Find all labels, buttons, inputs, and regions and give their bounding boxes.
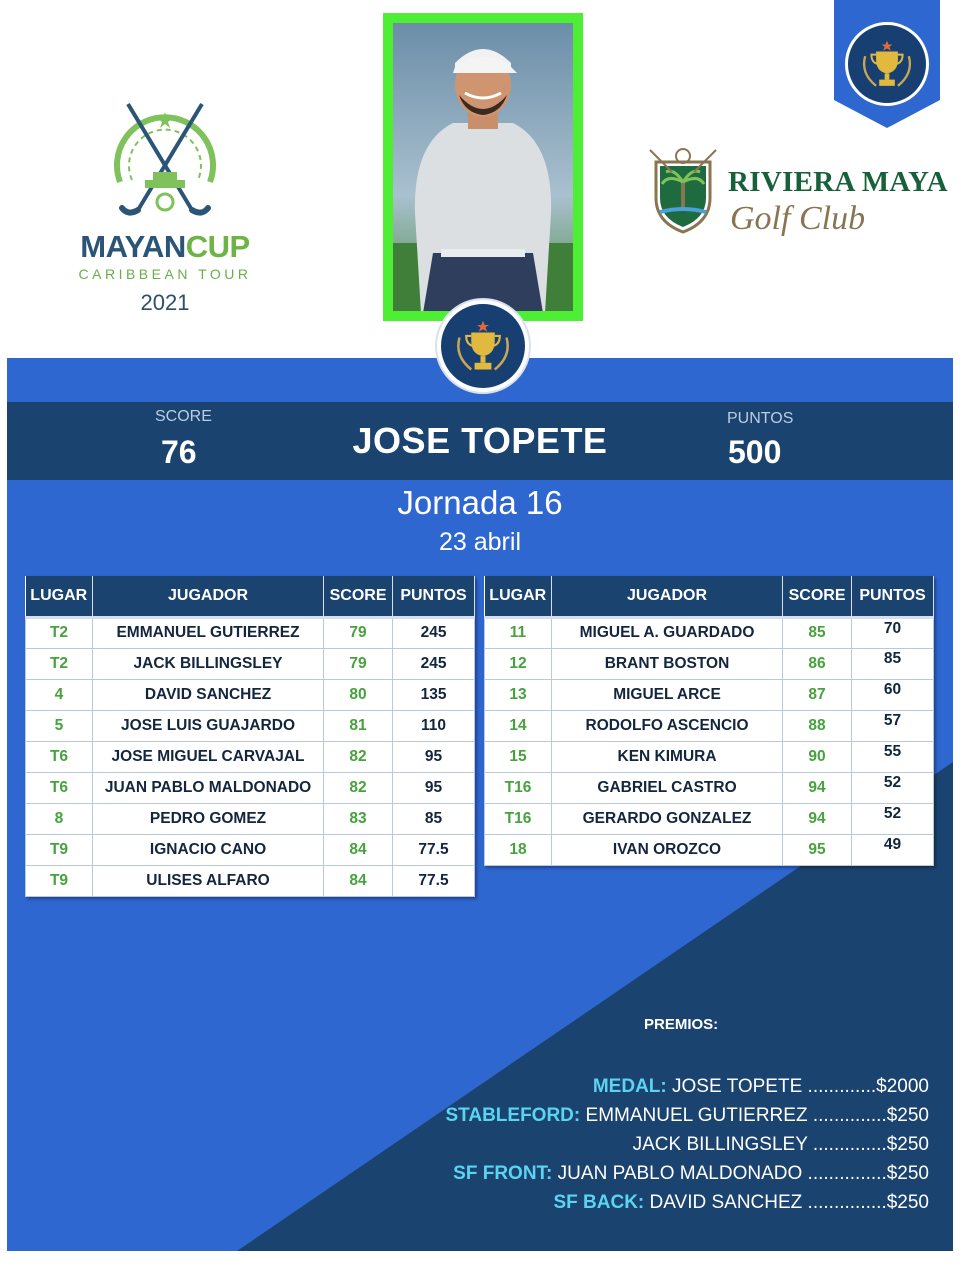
cell-jugador: MIGUEL A. GUARDADO [551, 617, 782, 648]
cell-lugar: T6 [26, 741, 93, 772]
standings-table-right [484, 576, 934, 866]
cell-jugador: JOSE LUIS GUAJARDO [92, 710, 323, 741]
table-row [485, 741, 934, 772]
prize-text: JOSE TOPETE .............$2000 [672, 1076, 929, 1097]
cell-lugar: 13 [485, 679, 552, 710]
standings-table-left [25, 576, 475, 897]
cell-puntos: 77.5 [393, 834, 475, 865]
prize-stableford [445, 1105, 929, 1127]
cell-score: 79 [324, 617, 393, 648]
cell-puntos: 110 [393, 710, 475, 741]
table-row [26, 803, 475, 834]
prize-sf-back [553, 1192, 929, 1214]
cell-score: 84 [324, 865, 393, 896]
cell-jugador: JACK BILLINGSLEY [92, 648, 323, 679]
cell-puntos: 85 [852, 648, 934, 679]
prize-category: SF BACK: [553, 1192, 645, 1213]
cell-lugar: 5 [26, 710, 93, 741]
table-row [26, 679, 475, 710]
caribbean-tour-label: CARIBBEAN TOUR [78, 266, 252, 282]
cell-puntos: 55 [852, 741, 934, 772]
header-jugador: JUGADOR [551, 576, 782, 617]
golf-clubs-icon [100, 92, 230, 232]
prize-text: EMMANUEL GUTIERREZ ..............$250 [585, 1105, 929, 1126]
table-row [26, 648, 475, 679]
player-banner [7, 402, 953, 480]
cell-jugador: DAVID SANCHEZ [92, 679, 323, 710]
cell-score: 82 [324, 741, 393, 772]
cell-jugador: PEDRO GOMEZ [92, 803, 323, 834]
cell-jugador: IVAN OROZCO [551, 834, 782, 865]
prize-sf-front [453, 1163, 929, 1185]
cell-puntos: 95 [393, 741, 475, 772]
header-score: SCORE [783, 576, 852, 617]
cell-jugador: BRANT BOSTON [551, 648, 782, 679]
table-row [26, 772, 475, 803]
prize-medal [593, 1076, 929, 1098]
cell-puntos: 85 [393, 803, 475, 834]
cell-puntos: 95 [393, 772, 475, 803]
cell-lugar: 12 [485, 648, 552, 679]
cell-score: 94 [783, 772, 852, 803]
cell-jugador: ULISES ALFARO [92, 865, 323, 896]
cell-score: 86 [783, 648, 852, 679]
cell-puntos: 52 [852, 772, 934, 803]
cell-score: 83 [324, 803, 393, 834]
tour-year: 2021 [140, 290, 190, 315]
trophy-icon [848, 25, 926, 103]
header-puntos: PUNTOS [852, 576, 934, 617]
player-name: JOSE TOPETE [352, 420, 608, 461]
cell-jugador: KEN KIMURA [551, 741, 782, 772]
table-row [485, 803, 934, 834]
table-row [26, 834, 475, 865]
round-date: 23 abril [439, 528, 521, 556]
header-puntos: PUNTOS [393, 576, 475, 617]
cell-jugador: RODOLFO ASCENCIO [551, 710, 782, 741]
score-label: SCORE [155, 408, 212, 425]
player-score: 76 [161, 434, 197, 470]
palm-tree-crest-icon [648, 148, 718, 236]
points-label: PUNTOS [727, 410, 794, 427]
table-row [485, 710, 934, 741]
cell-score: 88 [783, 710, 852, 741]
prize-text: DAVID SANCHEZ ...............$250 [649, 1192, 929, 1213]
cell-puntos: 49 [852, 834, 934, 865]
table-header-row [26, 576, 475, 617]
cell-puntos: 70 [852, 617, 934, 648]
trophy-icon [441, 304, 525, 388]
cell-puntos: 245 [393, 648, 475, 679]
table-row [485, 834, 934, 865]
player-photo [383, 13, 583, 321]
table-row [485, 617, 934, 648]
cell-lugar: 8 [26, 803, 93, 834]
cup-word: CUP [185, 229, 250, 264]
cell-lugar: 11 [485, 617, 552, 648]
prize-category: SF FRONT: [453, 1163, 553, 1184]
table-row [485, 679, 934, 710]
cell-lugar: T16 [485, 772, 552, 803]
cell-score: 81 [324, 710, 393, 741]
cell-score: 95 [783, 834, 852, 865]
round-title: Jornada 16 [397, 484, 563, 521]
table-row [26, 710, 475, 741]
table-row [485, 772, 934, 803]
cell-jugador: JUAN PABLO MALDONADO [92, 772, 323, 803]
cell-puntos: 135 [393, 679, 475, 710]
header-score: SCORE [324, 576, 393, 617]
results-panel [7, 358, 953, 1251]
cell-puntos: 77.5 [393, 865, 475, 896]
ribbon-trophy-badge [845, 22, 929, 106]
cell-lugar: T16 [485, 803, 552, 834]
cell-score: 79 [324, 648, 393, 679]
header-jugador: JUGADOR [92, 576, 323, 617]
table-row [26, 617, 475, 648]
cell-score: 85 [783, 617, 852, 648]
laurel-wreath-icon [458, 338, 471, 370]
cell-jugador: EMMANUEL GUTIERREZ [92, 617, 323, 648]
riviera-maya-title: RIVIERA MAYA [728, 166, 948, 198]
prize-category: STABLEFORD: [445, 1105, 581, 1126]
prize-stableford-2 [633, 1134, 929, 1156]
cell-lugar: 4 [26, 679, 93, 710]
cell-lugar: T2 [26, 617, 93, 648]
cell-lugar: 15 [485, 741, 552, 772]
cell-score: 90 [783, 741, 852, 772]
cell-lugar: T9 [26, 834, 93, 865]
cell-score: 94 [783, 803, 852, 834]
prize-category: MEDAL: [592, 1076, 667, 1097]
table-row [26, 741, 475, 772]
mayan-cup-wordmark [60, 230, 270, 264]
mayan-cup-logo [60, 92, 270, 322]
cell-score: 84 [324, 834, 393, 865]
mayan-word: MAYAN [80, 229, 186, 264]
prize-text: JACK BILLINGSLEY ..............$250 [632, 1134, 929, 1155]
table-row [26, 865, 475, 896]
header-lugar: LUGAR [26, 576, 93, 617]
cell-jugador: GERARDO GONZALEZ [551, 803, 782, 834]
table-header-row [485, 576, 934, 617]
cell-lugar: T9 [26, 865, 93, 896]
cell-puntos: 52 [852, 803, 934, 834]
cell-score: 80 [324, 679, 393, 710]
cell-lugar: 18 [485, 834, 552, 865]
prizes-title: PREMIOS: [644, 1016, 719, 1033]
cell-lugar: T2 [26, 648, 93, 679]
cell-lugar: T6 [26, 772, 93, 803]
cell-jugador: GABRIEL CASTRO [551, 772, 782, 803]
center-trophy-badge [437, 300, 529, 392]
cell-score: 87 [783, 679, 852, 710]
table-row [485, 648, 934, 679]
header-lugar: LUGAR [485, 576, 552, 617]
prize-text: JUAN PABLO MALDONADO ...............$250 [557, 1163, 929, 1184]
cell-jugador: MIGUEL ARCE [551, 679, 782, 710]
cell-lugar: 14 [485, 710, 552, 741]
cell-jugador: IGNACIO CANO [92, 834, 323, 865]
golf-club-subtitle: Golf Club [730, 200, 866, 237]
player-points: 500 [728, 434, 782, 470]
cell-score: 82 [324, 772, 393, 803]
riviera-maya-logo [648, 148, 948, 243]
cell-puntos: 57 [852, 710, 934, 741]
cell-puntos: 245 [393, 617, 475, 648]
cell-puntos: 60 [852, 679, 934, 710]
cell-jugador: JOSE MIGUEL CARVAJAL [92, 741, 323, 772]
